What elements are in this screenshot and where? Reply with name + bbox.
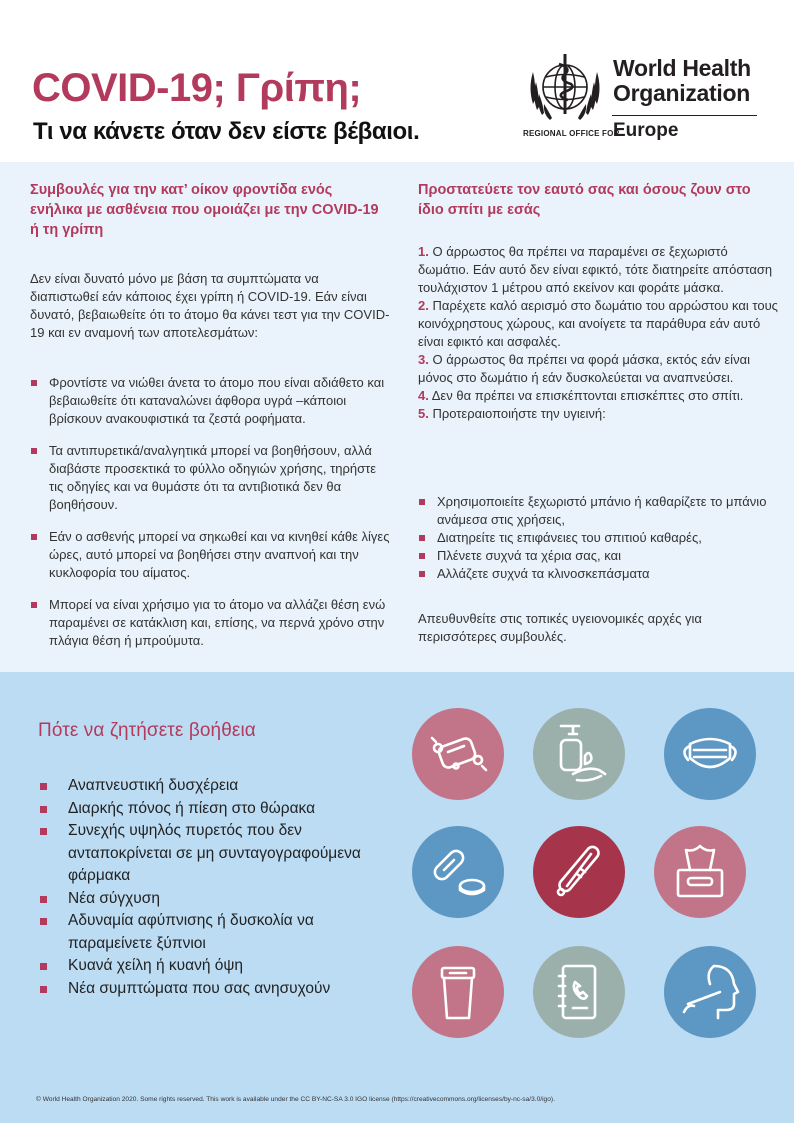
list-item: [418, 547, 782, 565]
step-text: Ο άρρωστος θα πρέπει να φορά μάσκα, εκτός εάν είναι μόνος στο δωμάτιο ή εάν δυσκολεύεται να αναπνεύσει.: [418, 352, 750, 385]
who-region-label: REGIONAL OFFICE FOR: [523, 129, 620, 138]
list-item-text: Φροντίστε να νιώθει άνετα το άτομο που είναι αδιάθετο και βεβαιωθείτε ότι καταναλώνει άφθορα υγρά –κάποιοι βρίσκουν ανακουφιστικά τα ζεστά ροφήματα.: [49, 375, 385, 426]
help-list: [38, 775, 368, 1000]
list-item-text: Αλλάζετε συχνά τα κλινοσκεπάσματα: [437, 566, 650, 581]
who-emblem-icon: [524, 44, 606, 126]
step-text: Προτεραιοποιήστε την υγιεινή:: [432, 406, 606, 421]
step-number: 1.: [418, 244, 429, 259]
list-item: [30, 442, 392, 514]
who-org-name-line2: Organization: [613, 80, 750, 106]
step-item: [418, 297, 782, 351]
list-item: [418, 529, 782, 547]
waste-bin-icon: [412, 946, 504, 1038]
medication-icon: [412, 708, 504, 800]
hand-washing-icon: [533, 708, 625, 800]
list-item: [30, 528, 392, 582]
bullet-square-icon: [419, 571, 425, 577]
step-number: 3.: [418, 352, 429, 367]
step-item: [418, 387, 782, 405]
bullet-square-icon: [31, 380, 37, 386]
thermometer-icon: [533, 826, 625, 918]
list-item: [38, 888, 368, 911]
list-item-text: Διαρκής πόνος ή πίεση στο θώρακα: [68, 799, 316, 817]
phone-book-icon: [533, 946, 625, 1038]
list-item-text: Εάν ο ασθενής μπορεί να σηκωθεί και να κινηθεί κάθε λίγες ώρες, αυτό μπορεί να βοηθήσει στην αναπνοή και την κυκλοφορία του αίματος.: [49, 529, 390, 580]
page-title: COVID-19; Γρίπη;: [32, 66, 362, 110]
list-item-text: Νέα συμπτώματα που σας ανησυχούν: [68, 979, 331, 997]
step-item: [418, 351, 782, 387]
list-item: [418, 565, 782, 583]
hygiene-list: [418, 493, 782, 583]
bullet-square-icon: [40, 896, 47, 903]
list-item-text: Χρησιμοποιείτε ξεχωριστό μπάνιο ή καθαρίζετε το μπάνιο ανάμεσα στις χρήσεις,: [437, 494, 767, 527]
bullet-square-icon: [31, 534, 37, 540]
step-item: [418, 243, 782, 297]
home-care-list: [30, 374, 392, 664]
list-item-text: Μπορεί να είναι χρήσιμο για το άτομο να αλλάζει θέση ενώ παραμένει σε κατάκλιση και, επίσης, να περνά χρόνο στην πλάγια θέση ή μπρούμυτα.: [49, 597, 386, 648]
list-item: [30, 596, 392, 650]
nasal-swab-icon: [664, 946, 756, 1038]
copyright-footer: © World Health Organization 2020. Some rights reserved. This work is available under the CC BY-NC-SA 3.0 IGO license (https://creativecommons.org/licenses/by-nc-sa/3.0/igo).: [36, 1096, 555, 1103]
step-text: Δεν θα πρέπει να επισκέπτονται επισκέπτες στο σπίτι.: [431, 388, 744, 403]
protect-steps: [418, 243, 782, 423]
list-item: [38, 910, 368, 955]
bullet-square-icon: [40, 828, 47, 835]
step-text: Ο άρρωστος θα πρέπει να παραμένει σε ξεχωριστό δωμάτιο. Εάν αυτό δεν είναι εφικτό, τότε διατηρείτε απόσταση τουλάχιστον 1 μέτρου από εκείνον και φοράτε μάσκα.: [418, 244, 773, 295]
list-item: [38, 820, 368, 888]
list-item-text: Διατηρείτε τις επιφάνειες του σπιτιού καθαρές,: [437, 530, 702, 545]
bullet-square-icon: [40, 783, 47, 790]
step-number: 5.: [418, 406, 429, 421]
list-item: [38, 775, 368, 798]
bullet-square-icon: [419, 499, 425, 505]
step-text: Παρέχετε καλό αερισμό στο δωμάτιο του αρρώστου και τους κοινόχρηστους χώρους, και ανοίγετε τα παράθυρα εάν αυτό είναι εφικτό και ασφαλές.: [418, 298, 778, 349]
help-heading: Πότε να ζητήσετε βοήθεια: [38, 720, 256, 741]
bullet-square-icon: [40, 918, 47, 925]
step-item: [418, 405, 782, 423]
list-item-text: Κυανά χείλη ή κυανή όψη: [68, 957, 244, 974]
list-item-text: Συνεχής υψηλός πυρετός που δεν ανταποκρίνεται σε μη συνταγογραφούμενα φάρμακα: [68, 822, 361, 884]
face-mask-icon: [664, 708, 756, 800]
list-item-text: Αναπνευστική δυσχέρεια: [68, 777, 239, 794]
who-org-name: [613, 56, 751, 106]
home-care-heading: Συμβουλές για την κατ’ οίκον φροντίδα ενός ενήλικα με ασθένεια που ομοιάζει με την COVID-19 ή τη γρίπη: [30, 182, 379, 238]
list-item-text: Τα αντιπυρετικά/αναλγητικά μπορεί να βοηθήσουν, αλλά διαβάστε προσεκτικά το φύλλο οδηγιών χρήσης, τηρήστε τις οδηγίες και να θυμάστε ότι τα αντιβιοτικά δεν θα βοηθήσουν.: [49, 443, 377, 512]
who-org-name-line1: World Health: [613, 55, 751, 81]
bullet-square-icon: [40, 806, 47, 813]
bullet-square-icon: [31, 448, 37, 454]
list-item: [30, 374, 392, 428]
who-divider: [612, 115, 757, 116]
bullet-square-icon: [419, 535, 425, 541]
bullet-square-icon: [31, 602, 37, 608]
tissue-box-icon: [654, 826, 746, 918]
protect-heading: Προστατεύετε τον εαυτό σας και όσους ζουν στο ίδιο σπίτι με εσάς: [418, 182, 751, 218]
list-item-text: Αδυναμία αφύπνισης ή δυσκολία να παραμείνετε ξύπνιοι: [68, 912, 314, 952]
step-number: 4.: [418, 388, 429, 403]
list-item: [38, 978, 368, 1001]
bullet-square-icon: [40, 986, 47, 993]
home-care-intro: Δεν είναι δυνατό μόνο με βάση τα συμπτώματα να διαπιστωθεί εάν κάποιος έχει γρίπη ή COVID-19. Εάν είναι δυνατό, βεβαιωθείτε ότι το άτομο θα κάνει τεστ για την COVID-19 και εν αναμονή των αποτελεσμάτων:: [30, 271, 390, 340]
list-item-text: Νέα σύγχυση: [68, 889, 160, 907]
pill-icon: [412, 826, 504, 918]
who-region-name: Europe: [613, 120, 679, 141]
bullet-square-icon: [419, 553, 425, 559]
step-number: 2.: [418, 298, 429, 313]
protect-outro: Απευθυνθείτε στις τοπικές υγειονομικές αρχές για περισσότερες συμβουλές.: [418, 611, 702, 644]
list-item: [418, 493, 782, 529]
bullet-square-icon: [40, 963, 47, 970]
list-item: [38, 955, 368, 978]
list-item: [38, 798, 368, 821]
list-item-text: Πλένετε συχνά τα χέρια σας, και: [437, 548, 621, 563]
page-subtitle: Τι να κάνετε όταν δεν είστε βέβαιοι.: [33, 118, 420, 145]
